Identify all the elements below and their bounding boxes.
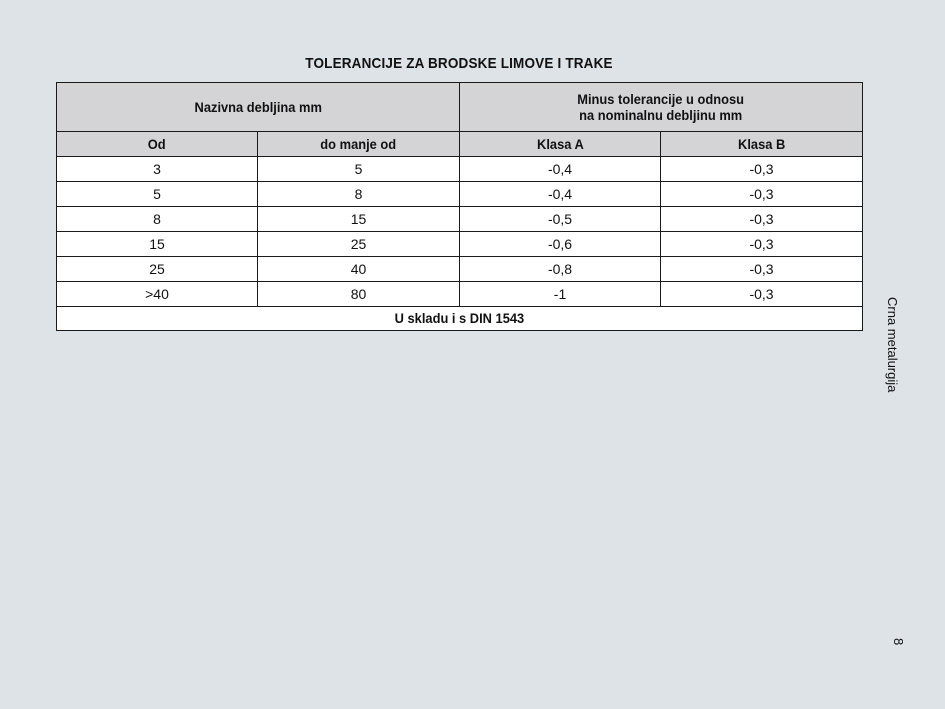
cell-od: 5 — [57, 182, 258, 207]
column-header-klasa-b: Klasa B — [661, 132, 863, 157]
cell-klasa-b: -0,3 — [661, 207, 863, 232]
table-row — [57, 257, 863, 282]
table-row — [57, 232, 863, 257]
cell-do-manje-od: 15 — [258, 207, 460, 232]
cell-klasa-a: -0,4 — [460, 182, 661, 207]
table-row — [57, 207, 863, 232]
cell-klasa-b: -0,3 — [661, 257, 863, 282]
cell-od: >40 — [57, 282, 258, 307]
column-header-row — [57, 132, 863, 157]
cell-od: 8 — [57, 207, 258, 232]
cell-klasa-a: -1 — [460, 282, 661, 307]
cell-do-manje-od: 40 — [258, 257, 460, 282]
column-header-do-manje-od: do manje od — [258, 132, 460, 157]
cell-klasa-a: -0,6 — [460, 232, 661, 257]
cell-klasa-b: -0,3 — [661, 282, 863, 307]
table-row — [57, 157, 863, 182]
cell-do-manje-od: 25 — [258, 232, 460, 257]
tolerance-table — [56, 82, 863, 331]
column-header-od: Od — [57, 132, 258, 157]
page-number: 8 — [891, 638, 906, 646]
table-footer-note: U skladu i s DIN 1543 — [57, 307, 863, 331]
table-footer-row — [57, 307, 863, 331]
cell-klasa-a: -0,8 — [460, 257, 661, 282]
cell-do-manje-od: 80 — [258, 282, 460, 307]
cell-klasa-a: -0,5 — [460, 207, 661, 232]
cell-od: 15 — [57, 232, 258, 257]
group-header-minus-tolerances: Minus tolerancije u odnosu na nominalnu debljinu mm — [460, 83, 863, 132]
column-header-klasa-a: Klasa A — [460, 132, 661, 157]
group-header-nominal-thickness: Nazivna debljina mm — [57, 83, 460, 132]
table-row — [57, 182, 863, 207]
table-row — [57, 282, 863, 307]
cell-do-manje-od: 5 — [258, 157, 460, 182]
group-header-row — [57, 83, 863, 132]
page-title: TOLERANCIJE ZA BRODSKE LIMOVE I TRAKE — [305, 55, 613, 72]
cell-od: 25 — [57, 257, 258, 282]
cell-od: 3 — [57, 157, 258, 182]
cell-klasa-b: -0,3 — [661, 182, 863, 207]
cell-klasa-a: -0,4 — [460, 157, 661, 182]
cell-klasa-b: -0,3 — [661, 157, 863, 182]
cell-do-manje-od: 8 — [258, 182, 460, 207]
cell-klasa-b: -0,3 — [661, 232, 863, 257]
section-label: Crna metalurgija — [885, 297, 900, 393]
